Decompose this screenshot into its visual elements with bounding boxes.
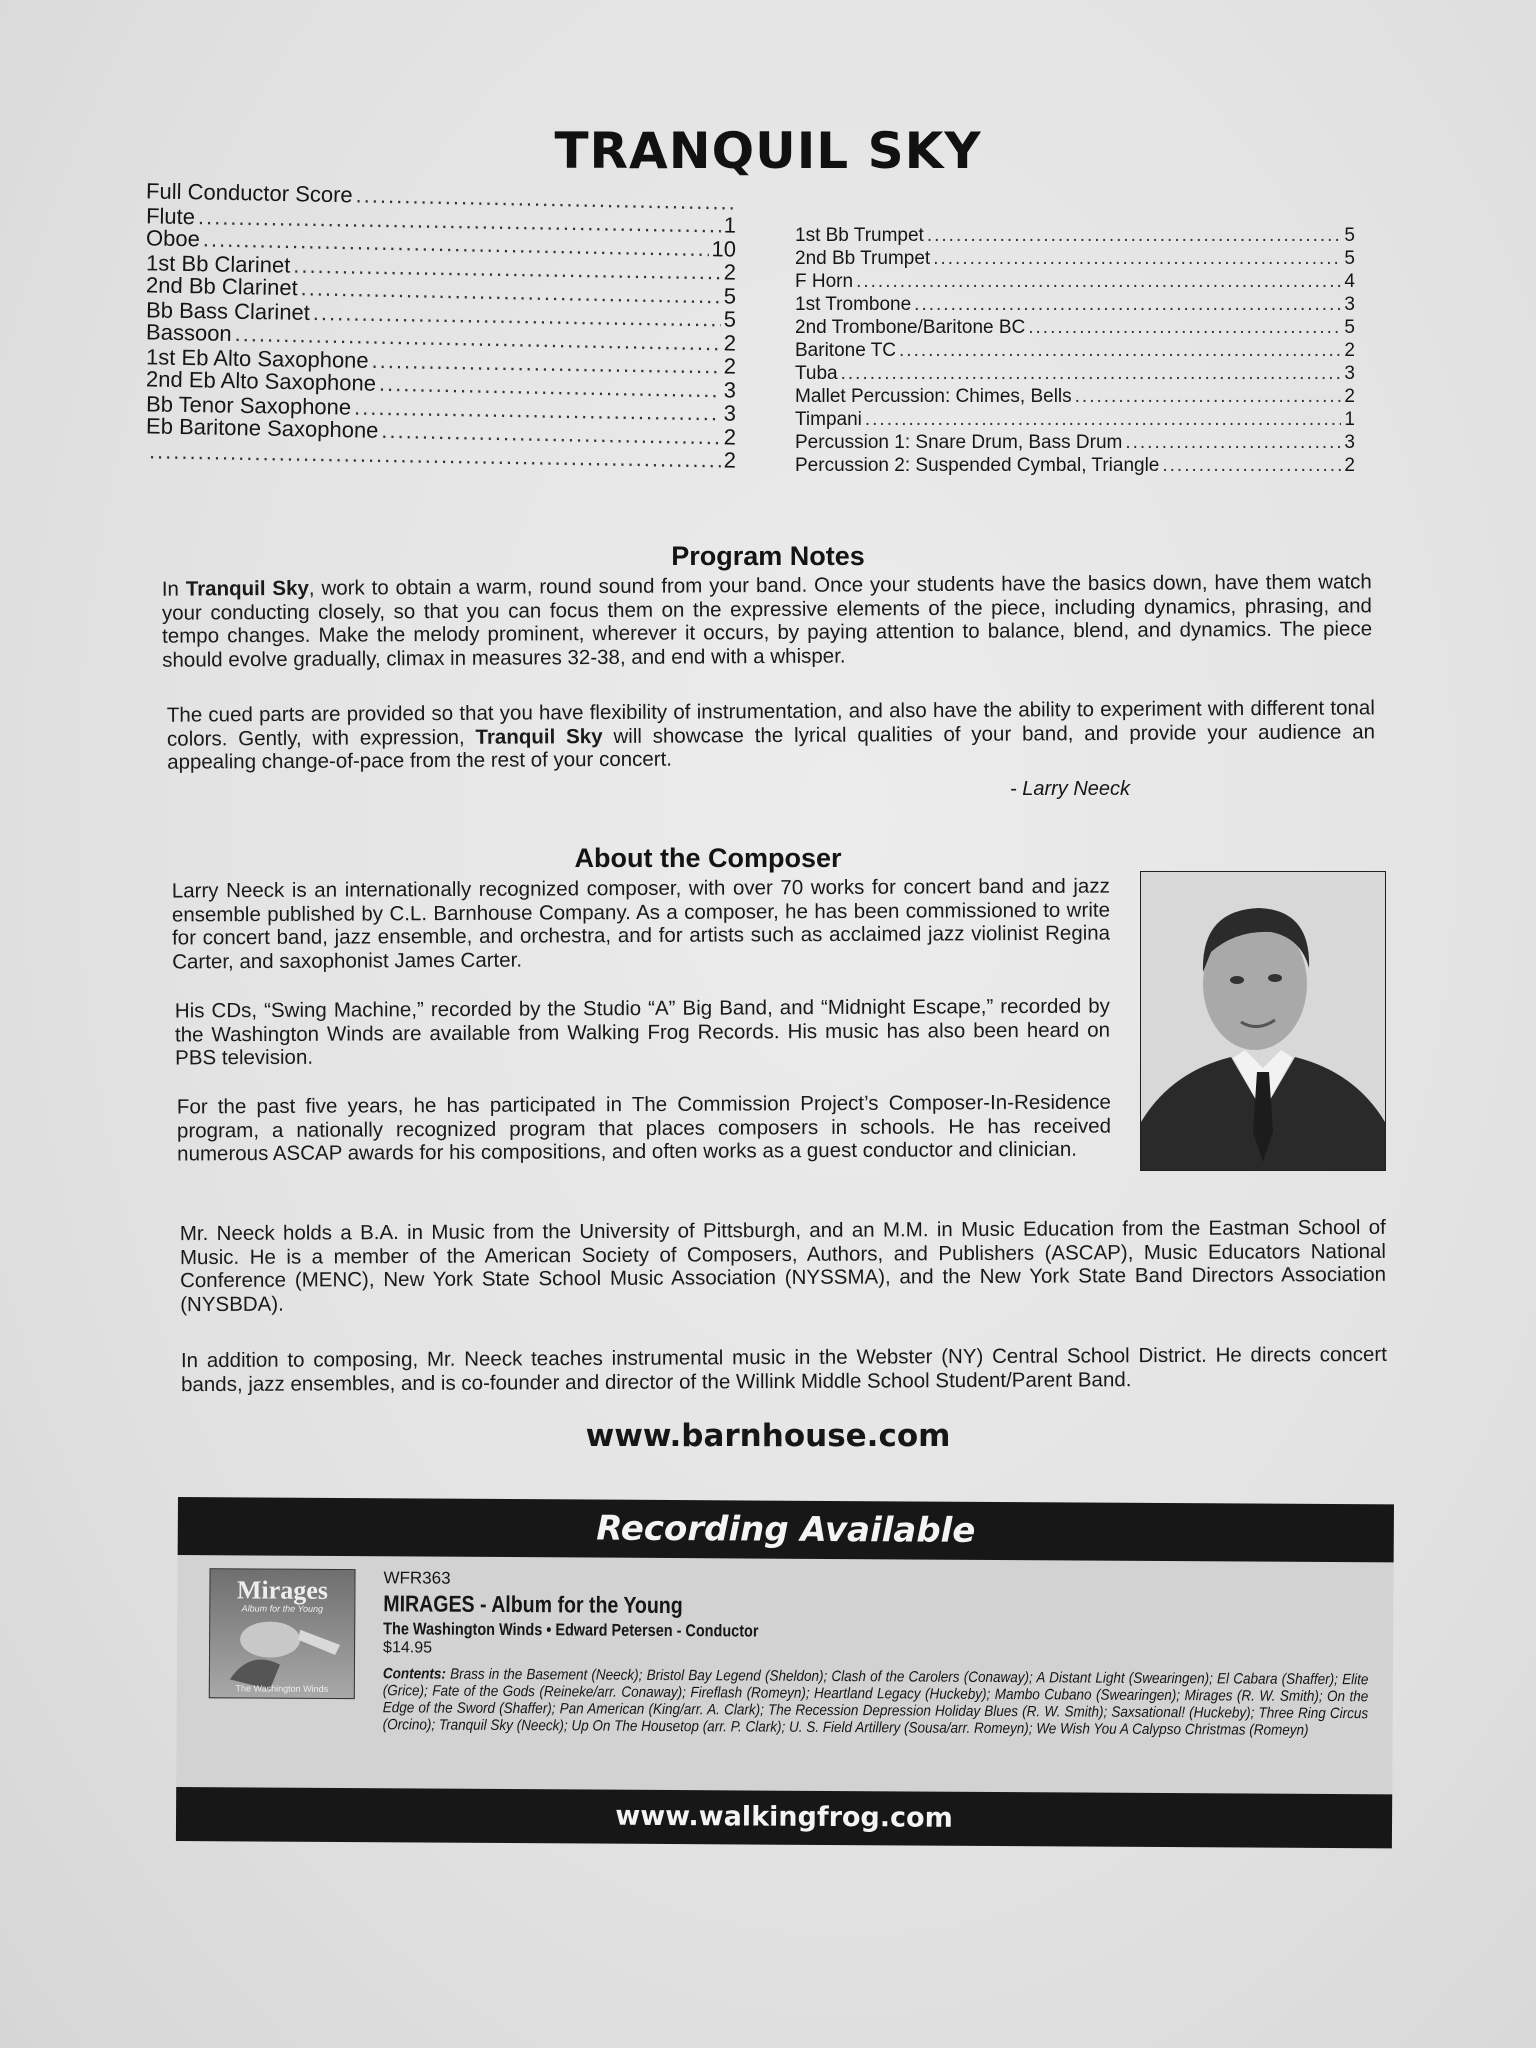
dot-leader [933,248,1341,270]
instrument-part-count: 1 [1344,409,1355,430]
instrument-part-count: 1 [723,211,737,237]
about-paragraph-1: Larry Neeck is an internationally recognized composer, with over 70 works for concert band and jazz ensemble published by C.L. Barnhouse Company. As a composer, he has been commissioned to write for concert band, jazz ensemble, and orchestra, and for artists such as acclaimed jazz violinist Regina Carter, and saxophonist James Carter. [171,874,1111,973]
instrument-row [795,408,1355,431]
dot-leader [1075,386,1342,408]
instrument-name: Percussion 2: Suspended Cymbal, Triangle [795,455,1160,476]
instrument-name: Timpani [795,409,862,430]
instrument-row [795,316,1355,339]
dot-leader [1028,317,1341,339]
composer-portrait-image [1141,872,1385,1170]
instrument-row [795,431,1355,454]
about-paragraph-5: In addition to composing, Mr. Neeck teaches instrumental music in the Webster (NY) Central School District. He directs concert bands, jazz ensembles, and is co-founder and director of the Willink Middle School Student/Parent Band. [180,1342,1387,1396]
instrument-name: Tuba [795,363,838,384]
dot-leader [856,271,1341,293]
page-title: TRANQUIL SKY [554,122,982,180]
dot-leader [841,363,1342,385]
album-title: MIRAGES - Album for the Young [383,1590,683,1619]
album-artists: The Washington Winds • Edward Petersen - Conductor [383,1619,759,1641]
instrument-row [795,339,1355,362]
instrument-part-count: 3 [1344,432,1355,453]
instrument-row [795,454,1355,477]
piece-name: Tranquil Sky [475,724,603,749]
instrument-row [146,440,736,473]
instrument-part-count: 4 [1344,271,1355,292]
instrument-name: 1st Eb Alto Saxophone [145,343,369,372]
album-cover-subtitle: Album for the Young [241,1603,324,1614]
dot-leader [927,225,1342,247]
instrument-name: Bb Bass Clarinet [145,296,311,324]
album-cover-title: Mirages [236,1575,329,1605]
piece-name: Tranquil Sky [185,576,309,601]
instrument-row [795,385,1355,408]
album-info [383,1568,1369,1739]
about-paragraph-2: His CDs, “Swing Machine,” recorded by the Studio “A” Big Band, and “Midnight Escape,” recorded by the Washington Winds are available from Walking Frog Records. His music has also been heard on PBS television. [174,994,1111,1070]
program-notes-paragraph-1: In Tranquil Sky, work to obtain a warm, round sound from your band. Once your students have the basics down, have them watch your conducting closely, so that you can focus them on the expressive elements of the piece, including dynamics, phrasing, and tempo changes. Make the melody prominent, wherever it occurs, by paying attention to balance, blend, and dynamics. The piece should evolve gradually, climax in measures 32-38, and end with a whisper. [161,570,1373,672]
instrument-part-count: 5 [1344,225,1355,246]
instrument-part-count: 2 [723,352,737,378]
instrument-name: 1st Trombone [795,294,912,315]
instrument-part-count: 5 [723,305,737,331]
instrument-row [795,362,1355,385]
instrument-name: 2nd Bb Clarinet [145,271,298,300]
instrument-part-count: 3 [1344,294,1355,315]
album-cover-band: The Washington Winds [235,1683,329,1694]
instrument-part-count: 5 [1344,317,1355,338]
instrument-name: Mallet Percussion: Chimes, Bells [795,386,1072,407]
instrument-name: 1st Bb Trumpet [795,225,924,246]
barnhouse-website: www.barnhouse.com [585,1418,951,1454]
instrument-part-count: 2 [1344,455,1355,476]
program-notes-paragraph-2: The cued parts are provided so that you have flexibility of instrumentation, and also have the ability to experiment with different tonal colors. Gently, with expression, Tranquil Sky will showcase the lyrical qualities of your band, and provide your audience an appealing change-of-pace from the rest of your concert. [166,696,1376,774]
instrument-part-count: 3 [723,376,737,403]
instrument-part-count: 3 [723,399,737,425]
instrument-part-count: 2 [1344,386,1355,407]
instrument-name: Full Conductor Score [145,177,353,207]
dot-leader [899,340,1341,362]
walkingfrog-website: www.walkingfrog.com [176,1787,1392,1848]
instrument-name: 2nd Trombone/Baritone BC [795,317,1026,338]
dot-leader [865,409,1342,431]
instrument-name: Bb Tenor Saxophone [145,390,352,419]
about-paragraph-3: For the past five years, he has participated in The Commission Project’s Composer-In-Residence program, a nationally recognized program that places composers in schools. He has received numerous ASCAP awards for his compositions, and often works as a guest conductor and clinician. [176,1090,1112,1166]
instrumentation-list-right [795,224,1355,477]
composer-photo [1140,871,1386,1171]
recording-header: Recording Available [178,1497,1394,1562]
contents-list: Brass in the Basement (Neeck); Bristol Bay Legend (Sheldon); Clash of the Carolers (Conaway); A Distant Light (Swearingen); El Cabara (Shaffer); Elite (Grice); Fate of the Gods (Reineke/arr. Conaway); Fireflash (Romeyn); Heartland Legacy (Huckeby); Mambo Cubano (Swearingen); Mirages (R. W. Smith); On the Edge of the Sword (Shaffer); Pan American (King/arr. A. Clark); The Recession Depression Holiday Blues (R. W. Smith); Saxsational! (Huckeby); Three Ring Circus (Orcino); Tranquil Sky (Neeck); Up On The Housetop (arr. P. Clark); U. S. Field Artillery (Sousa/arr. Romeyn); We Wish You A Calypso Christmas (Romeyn) [382,1665,1369,1739]
instrument-row [795,247,1355,270]
instrument-name: 1st Bb Clarinet [145,249,291,277]
instrument-row [795,270,1355,293]
instrument-row [795,293,1355,316]
instrument-row [795,224,1355,247]
dot-leader [1162,455,1341,477]
album-code: WFR363 [383,1568,451,1588]
album-contents [383,1665,1369,1739]
instrument-part-count: 2 [723,446,737,472]
program-notes-heading: Program Notes [671,541,865,571]
instrumentation-list-left [145,177,737,472]
instrument-name: F Horn [795,271,854,292]
instrument-part-count: 3 [1344,363,1355,384]
album-cover [209,1568,356,1699]
about-paragraph-4: Mr. Neeck holds a B.A. in Music from the University of Pittsburgh, and an M.M. in Music Education from the Eastman School of Music. He is a member of the American Society of Composers, Authors, and Publishers (ASCAP), Music Educators National Conference (MENC), New York State School Music Association (NYSSMA), and the New York State Band Directors Association (NYSBDA). [179,1215,1387,1316]
instrument-name: 2nd Bb Trumpet [795,248,931,269]
instrument-part-count: 2 [723,423,737,450]
program-notes-signature: - Larry Neeck [1010,778,1131,800]
about-composer-heading: About the Composer [574,843,842,873]
instrument-name: 2nd Eb Alto Saxophone [145,365,377,396]
instrument-name: Percussion 1: Snare Drum, Bass Drum [795,432,1123,453]
contents-label: Contents: [382,1665,446,1683]
instrument-part-count: 2 [1344,340,1355,361]
instrument-name: Flute [145,202,196,229]
instrument-part-count: 2 [723,258,737,284]
instrument-part-count: 2 [723,329,737,356]
instrument-name: Bassoon [145,318,232,346]
album-price: $14.95 [383,1639,433,1657]
instrument-name: Oboe [145,224,201,251]
recording-panel [176,1497,1394,1848]
instrument-part-count: 5 [723,282,737,309]
instrument-name: Baritone TC [795,340,897,361]
instrument-part-count: 10 [711,235,737,262]
instrument-name: Eb Baritone Saxophone [145,412,379,443]
dot-leader [1125,432,1341,454]
dot-leader [914,294,1341,316]
instrument-part-count: 5 [1344,248,1355,269]
